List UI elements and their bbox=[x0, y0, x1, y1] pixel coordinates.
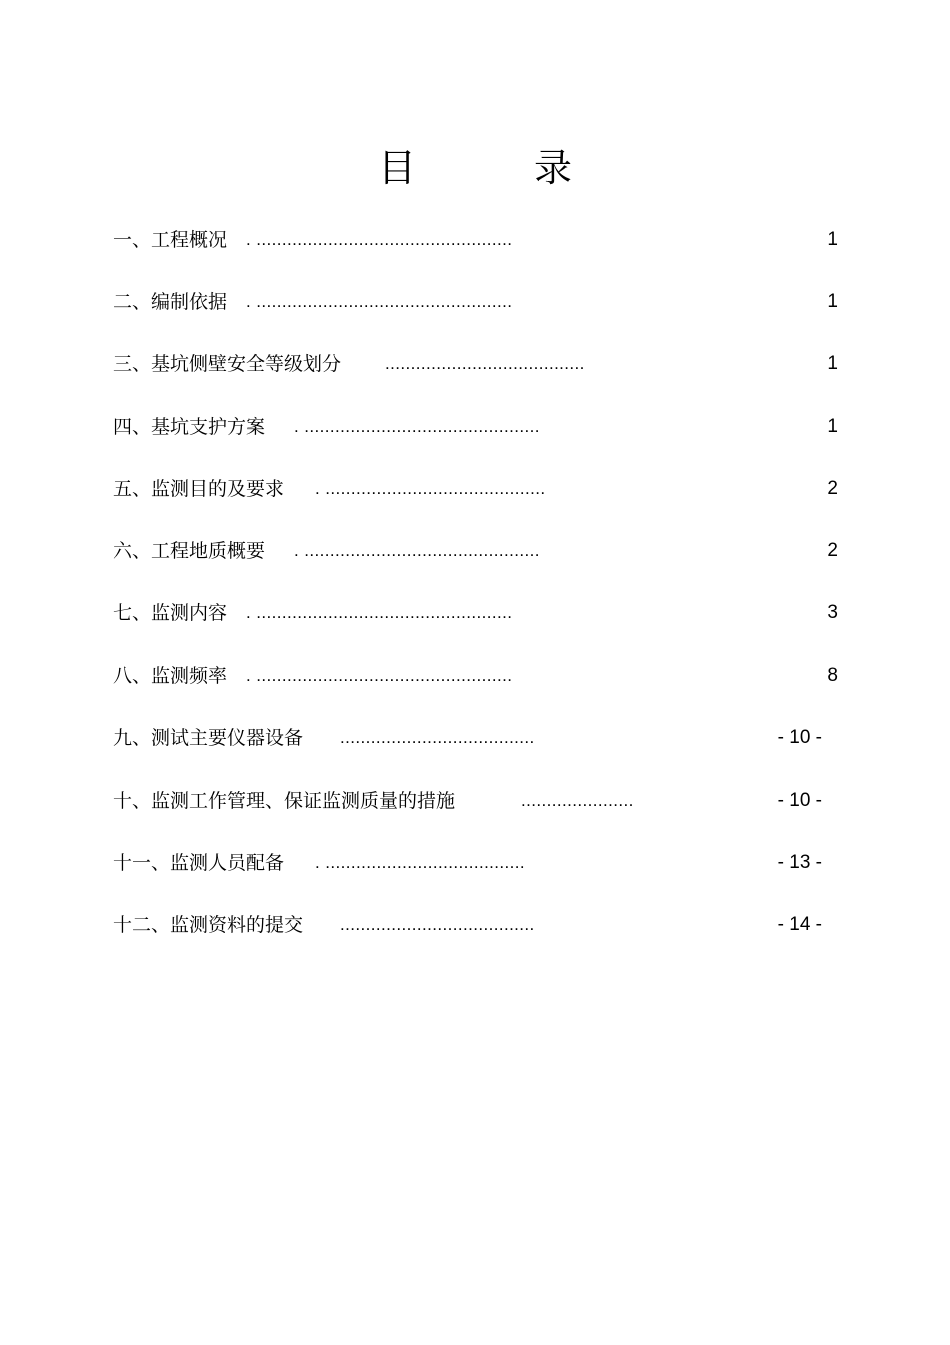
toc-dot-leader: . ....................................... bbox=[315, 853, 526, 872]
toc-dot-leader: . .............................................. bbox=[294, 417, 540, 436]
toc-entry[interactable] bbox=[113, 287, 838, 317]
toc-page-number: 1 bbox=[827, 353, 838, 374]
toc-entry-label: 七、监测内容 bbox=[113, 602, 228, 624]
toc-entry[interactable] bbox=[113, 536, 838, 566]
toc-title: 目 录 bbox=[377, 146, 612, 190]
toc-page-number: - 10 - bbox=[777, 790, 822, 811]
toc-entry[interactable] bbox=[113, 910, 838, 940]
toc-page-number: 2 bbox=[827, 540, 838, 561]
toc-dot-leader: . .................................................. bbox=[246, 666, 513, 685]
toc-entry-label: 四、基坑支护方案 bbox=[113, 416, 266, 438]
toc-entry[interactable] bbox=[113, 474, 838, 504]
toc-entry-label: 十一、监测人员配备 bbox=[113, 852, 285, 874]
toc-dot-leader: . .............................................. bbox=[294, 541, 540, 560]
toc-page-number: 8 bbox=[827, 665, 838, 686]
toc-entry-label: 九、测试主要仪器设备 bbox=[113, 727, 304, 749]
toc-entry-label: 五、监测目的及要求 bbox=[113, 478, 285, 500]
toc-page-number: - 14 - bbox=[777, 914, 822, 935]
toc-entry-label: 二、编制依据 bbox=[113, 291, 228, 313]
toc-page-number: 1 bbox=[827, 416, 838, 437]
toc-entry-label: 六、工程地质概要 bbox=[113, 540, 266, 562]
toc-dot-leader: . .................................................. bbox=[246, 230, 513, 249]
toc-entry-label: 三、基坑侧壁安全等级划分 bbox=[113, 353, 342, 375]
toc-entry[interactable] bbox=[113, 412, 838, 442]
toc-entry[interactable] bbox=[113, 661, 838, 691]
toc-entry[interactable] bbox=[113, 225, 838, 255]
toc-entry-label: 十、监测工作管理、保证监测质量的措施 bbox=[113, 790, 456, 812]
toc-page-number: 1 bbox=[827, 229, 838, 250]
toc-dot-leader: . ........................................... bbox=[315, 479, 546, 498]
toc-dot-leader: ...................... bbox=[521, 791, 634, 810]
toc-page-number: 3 bbox=[827, 602, 838, 623]
toc-page-number: - 13 - bbox=[777, 852, 822, 873]
toc-page-number: 1 bbox=[827, 291, 838, 312]
toc-dot-leader: ...................................... bbox=[340, 728, 535, 747]
toc-page-number: - 10 - bbox=[777, 727, 822, 748]
toc-dot-leader: ...................................... bbox=[340, 915, 535, 934]
toc-entry-label: 八、监测频率 bbox=[113, 665, 228, 687]
toc-page-number: 2 bbox=[827, 478, 838, 499]
toc-dot-leader: . .................................................. bbox=[246, 603, 513, 622]
toc-entry[interactable] bbox=[113, 349, 838, 379]
toc-entry-label: 十二、监测资料的提交 bbox=[113, 914, 304, 936]
toc-entry[interactable] bbox=[113, 848, 838, 878]
toc-entry[interactable] bbox=[113, 598, 838, 628]
toc-entry-label: 一、工程概况 bbox=[113, 229, 228, 251]
toc-dot-leader: . .................................................. bbox=[246, 292, 513, 311]
toc-entry[interactable] bbox=[113, 723, 838, 753]
toc-dot-leader: ....................................... bbox=[385, 354, 585, 373]
toc-entry[interactable] bbox=[113, 786, 838, 816]
